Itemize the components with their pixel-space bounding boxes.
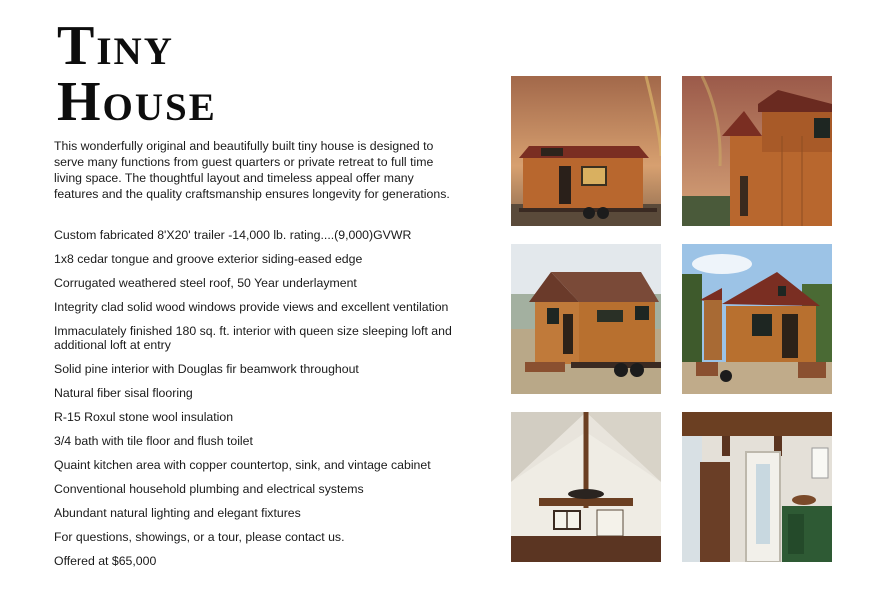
feature-item: For questions, showings, or a tour, please contact us.: [54, 530, 345, 544]
feature-item: Custom fabricated 8'X20' trailer -14,000 lb. rating....(9,000)GVWR: [54, 228, 412, 242]
photo-exterior-three-quarter-hills: [511, 244, 661, 394]
photo-exterior-side-rainbow: [511, 76, 661, 226]
feature-item: Conventional household plumbing and electrical systems: [54, 482, 364, 496]
intro-paragraph: This wonderfully original and beautifully built tiny house is designed to serve many functions from guest quarters or private retreat to full time living space. The thoughtful layout and timeless appeal offer many features and the quality craftsmanship ensures longevity for generations.: [54, 139, 450, 201]
feature-item: Abundant natural lighting and elegant fixtures: [54, 506, 301, 520]
feature-item: Offered at $65,000: [54, 554, 157, 568]
feature-list: [54, 228, 464, 578]
photo-exterior-gable-closeup: [682, 76, 832, 226]
title-line-1: Tiny: [57, 15, 174, 77]
feature-item: Integrity clad solid wood windows provide views and excellent ventilation: [54, 300, 449, 314]
feature-item: R-15 Roxul stone wool insulation: [54, 410, 234, 424]
photo-exterior-porch-trees: [682, 244, 832, 394]
feature-item: Solid pine interior with Douglas fir beamwork throughout: [54, 362, 359, 376]
feature-item: Immaculately finished 180 sq. ft. interior with queen size sleeping loft and additional loft at entry: [54, 324, 452, 352]
feature-item: Corrugated weathered steel roof, 50 Year underlayment: [54, 276, 357, 290]
title-line-2: House: [57, 71, 217, 133]
feature-item: Natural fiber sisal flooring: [54, 386, 193, 400]
photo-interior-bath-door: [682, 412, 832, 562]
photo-interior-loft-ceiling: [511, 412, 661, 562]
feature-item: 1x8 cedar tongue and groove exterior siding-eased edge: [54, 252, 363, 266]
feature-item: Quaint kitchen area with copper countertop, sink, and vintage cabinet: [54, 458, 431, 472]
page-title: [57, 15, 217, 133]
feature-item: 3/4 bath with tile floor and flush toilet: [54, 434, 253, 448]
